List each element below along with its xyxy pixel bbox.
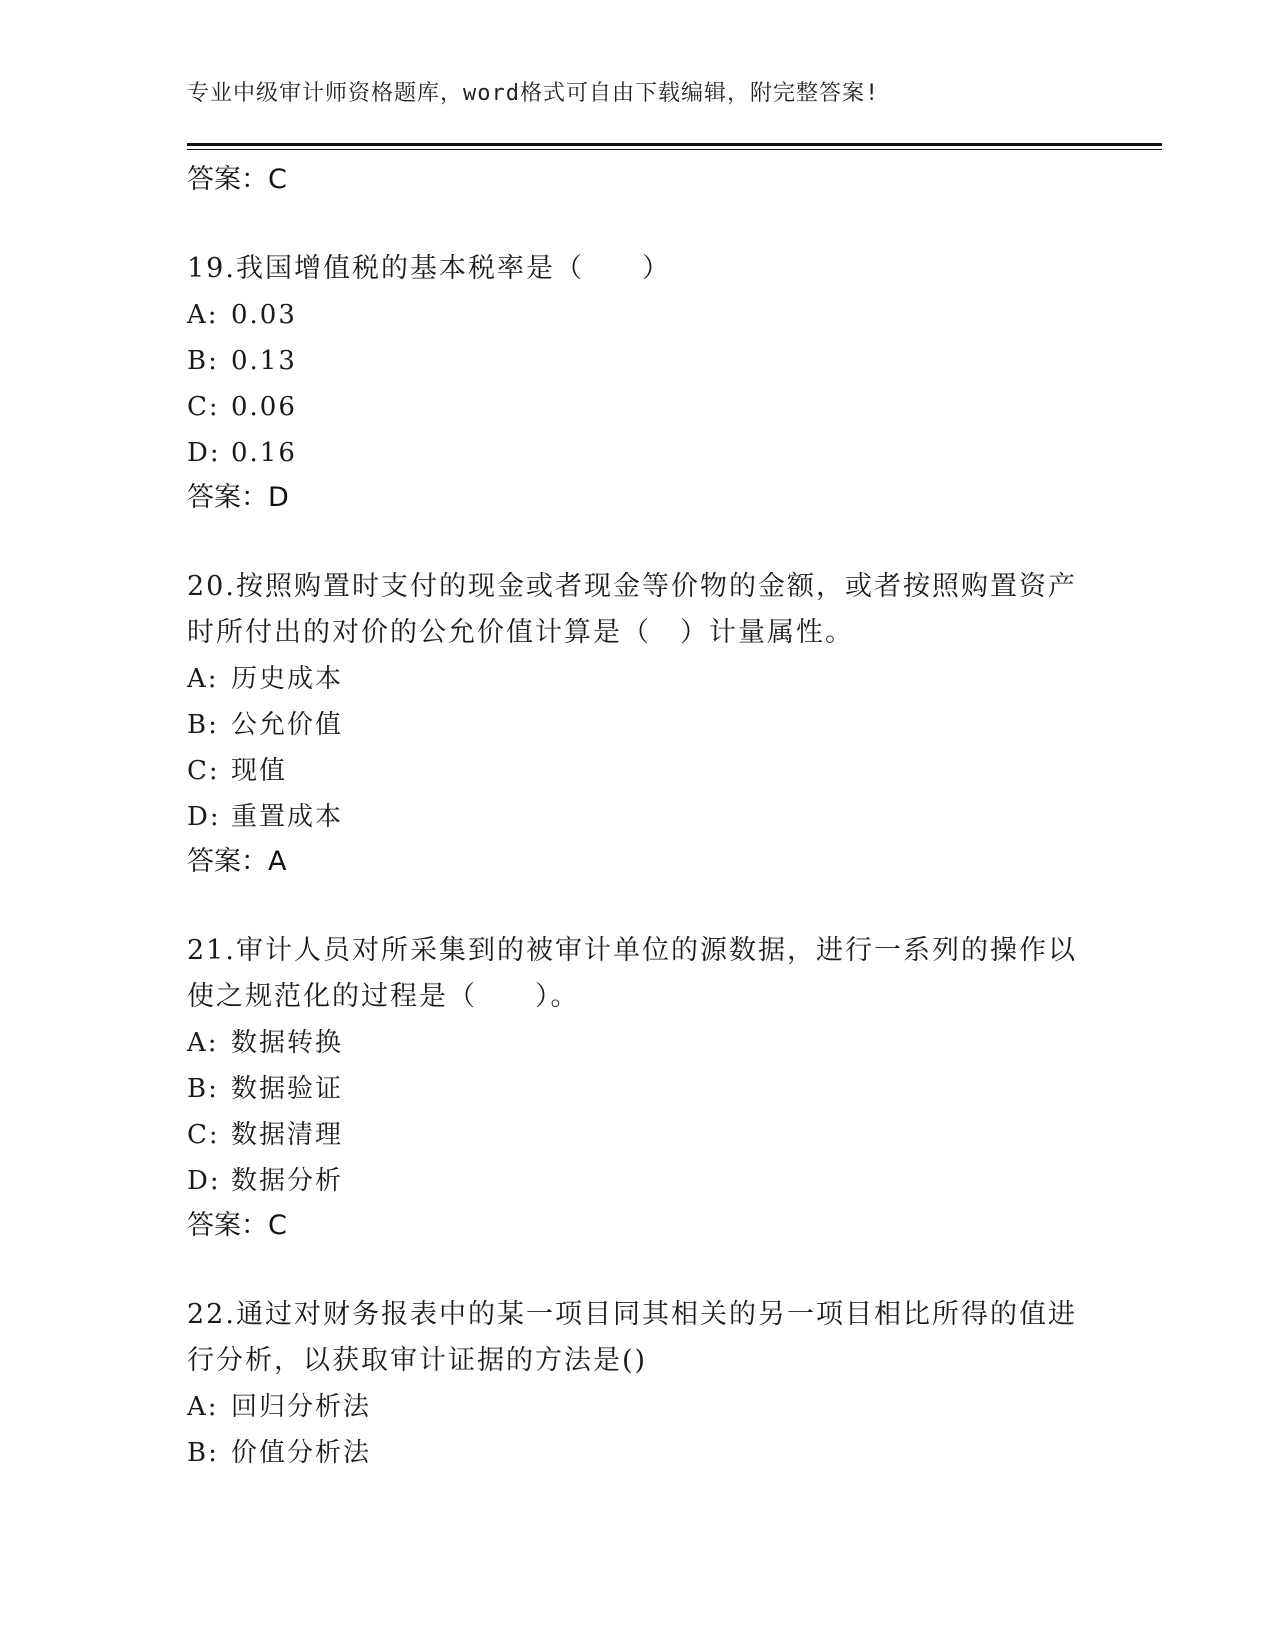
answer-line: 答案：A bbox=[187, 846, 287, 877]
header-rule-thick bbox=[187, 143, 1162, 146]
question-block bbox=[187, 246, 1087, 520]
option-c bbox=[187, 1112, 1087, 1158]
option-c bbox=[187, 384, 1087, 430]
question-text: 21.审计人员对所采集到的被审计单位的源数据，进行一系列的操作以使之规范化的过程是（ ）。 bbox=[187, 935, 1077, 1012]
option-b bbox=[187, 1066, 1087, 1112]
option-text: 现值 bbox=[231, 756, 288, 786]
option-key: D: bbox=[187, 802, 221, 832]
option-a bbox=[187, 1384, 1087, 1430]
option-text: 重置成本 bbox=[231, 802, 344, 832]
page-header: 专业中级审计师资格题库，word格式可自由下载编辑，附完整答案! bbox=[187, 81, 880, 106]
question-block bbox=[187, 564, 1087, 884]
option-text: 0.16 bbox=[231, 438, 297, 468]
option-key: A: bbox=[187, 664, 219, 694]
answer-line: 答案：C bbox=[187, 1210, 287, 1241]
option-b bbox=[187, 338, 1087, 384]
question-list bbox=[187, 158, 1087, 1476]
question-block bbox=[187, 928, 1087, 1248]
option-text: 公允价值 bbox=[231, 710, 344, 740]
option-text: 数据转换 bbox=[231, 1028, 344, 1058]
option-text: 0.03 bbox=[231, 300, 297, 330]
option-key: D: bbox=[187, 1166, 221, 1196]
option-d bbox=[187, 794, 1087, 840]
spacer bbox=[187, 1248, 1087, 1292]
option-text: 0.06 bbox=[231, 392, 297, 422]
option-a bbox=[187, 1020, 1087, 1066]
option-key: C: bbox=[187, 392, 220, 422]
option-a bbox=[187, 656, 1087, 702]
option-text: 历史成本 bbox=[231, 664, 344, 694]
option-c bbox=[187, 748, 1087, 794]
option-a bbox=[187, 292, 1087, 338]
option-key: B: bbox=[187, 710, 219, 740]
spacer bbox=[187, 884, 1087, 928]
option-key: B: bbox=[187, 1438, 219, 1468]
option-key: A: bbox=[187, 1392, 219, 1422]
option-d bbox=[187, 1158, 1087, 1204]
spacer bbox=[187, 202, 1087, 246]
option-text: 回归分析法 bbox=[231, 1392, 372, 1422]
option-key: B: bbox=[187, 346, 219, 376]
option-text: 价值分析法 bbox=[231, 1438, 372, 1468]
header-rule-thin bbox=[187, 149, 1162, 150]
spacer bbox=[187, 520, 1087, 564]
option-key: D: bbox=[187, 438, 221, 468]
option-key: A: bbox=[187, 1028, 219, 1058]
option-text: 数据清理 bbox=[231, 1120, 344, 1150]
question-text: 22.通过对财务报表中的某一项目同其相关的另一项目相比所得的值进行分析，以获取审计证据的方法是() bbox=[187, 1299, 1077, 1376]
option-key: A: bbox=[187, 300, 219, 330]
question-text: 19.我国增值税的基本税率是（ ） bbox=[187, 253, 671, 284]
option-b bbox=[187, 702, 1087, 748]
option-d bbox=[187, 430, 1087, 476]
option-text: 0.13 bbox=[231, 346, 297, 376]
option-key: C: bbox=[187, 756, 220, 786]
answer-line: 答案：C bbox=[187, 164, 287, 195]
option-text: 数据验证 bbox=[231, 1074, 344, 1104]
option-text: 数据分析 bbox=[231, 1166, 344, 1196]
answer-line: 答案：D bbox=[187, 482, 289, 513]
question-block bbox=[187, 1292, 1087, 1476]
question-text: 20.按照购置时支付的现金或者现金等价物的金额，或者按照购置资产时所付出的对价的公允价值计算是（ ）计量属性。 bbox=[187, 571, 1077, 648]
option-key: B: bbox=[187, 1074, 219, 1104]
option-b bbox=[187, 1430, 1087, 1476]
option-key: C: bbox=[187, 1120, 220, 1150]
